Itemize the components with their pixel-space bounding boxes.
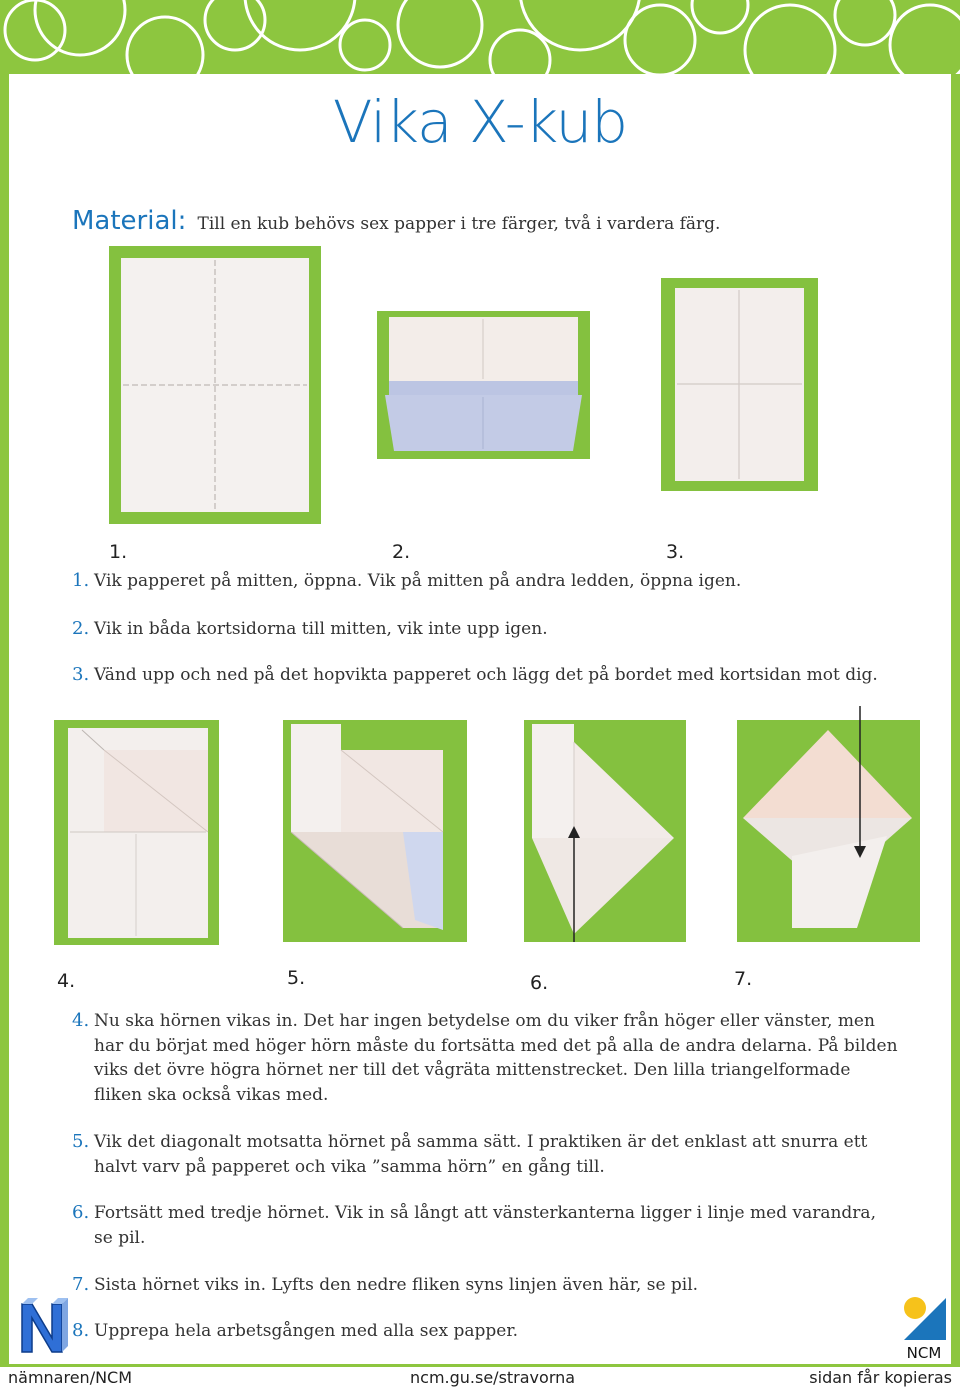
- left-border: [0, 74, 9, 1366]
- photo-step-1: [109, 246, 321, 524]
- ncm-logo-text: NCM: [906, 1344, 942, 1362]
- photo-number: 7.: [734, 968, 753, 990]
- step-1: 1. Vik papperet på mitten, öppna. Vik på mitten på andra ledden, öppna igen.: [72, 570, 742, 591]
- photo-step-2: [377, 311, 590, 459]
- photo-step-7: [737, 706, 920, 942]
- step-4: 4. Nu ska hörnen vikas in. Det har ingen betydelse om du viker från höger eller vänster, men har du börjat med höger hörn måste du fortsätta med det på alla de andra delarna. På bilden viks det övre högra hörnet ner till det vågräta mittenstrecket. Den lilla triangelformade fliken ska också vikas med.: [72, 1010, 898, 1105]
- step-3: 3. Vänd upp och ned på det hopvikta papperet och lägg det på bordet med kortsidan mot dig.: [72, 664, 878, 685]
- photo-step-3: [661, 278, 818, 491]
- ncm-logo-mark: [898, 1294, 950, 1342]
- namnaren-logo: [16, 1296, 68, 1358]
- step-8: 8. Upprepa hela arbetsgången med alla sex papper.: [72, 1320, 519, 1341]
- photo-step-6: [524, 720, 686, 942]
- photo-number: 3.: [666, 541, 685, 563]
- material-line: [72, 206, 720, 236]
- right-border: [951, 74, 960, 1366]
- material-text: Till en kub behövs sex papper i tre färger, två i vardera färg.: [197, 214, 721, 234]
- footer-right: sidan får kopieras: [809, 1368, 952, 1387]
- step-7: 7. Sista hörnet viks in. Lyfts den nedre fliken syns linjen även här, se pil.: [72, 1274, 699, 1295]
- circles-decoration: [0, 0, 960, 74]
- material-label: Material:: [72, 206, 187, 236]
- ncm-logo: [898, 1294, 950, 1360]
- header-decoration: [0, 0, 960, 74]
- step-5: 5. Vik det diagonalt motsatta hörnet på samma sätt. I praktiken är det enklast att snurra ett halvt varv på papperet och vika ”samma hörn” en gång till.: [72, 1131, 868, 1177]
- footer-center[interactable]: ncm.gu.se/stravorna: [410, 1368, 576, 1387]
- photo-number: 6.: [530, 972, 549, 994]
- photo-number: 4.: [57, 970, 76, 992]
- photo-number: 2.: [392, 541, 411, 563]
- photo-step-5: [283, 720, 467, 942]
- bottom-border: [0, 1364, 960, 1367]
- page-title: Vika X-kub: [332, 88, 628, 156]
- photo-number: 5.: [287, 967, 306, 989]
- step-2: 2. Vik in båda kortsidorna till mitten, vik inte upp igen.: [72, 618, 548, 639]
- footer-left: nämnaren/NCM: [8, 1368, 133, 1387]
- photo-step-4: [54, 720, 219, 945]
- photo-number: 1.: [109, 541, 128, 563]
- step-6: 6. Fortsätt med tredje hörnet. Vik in så långt att vänsterkanterna ligger i linje med varandra, se pil.: [72, 1202, 876, 1248]
